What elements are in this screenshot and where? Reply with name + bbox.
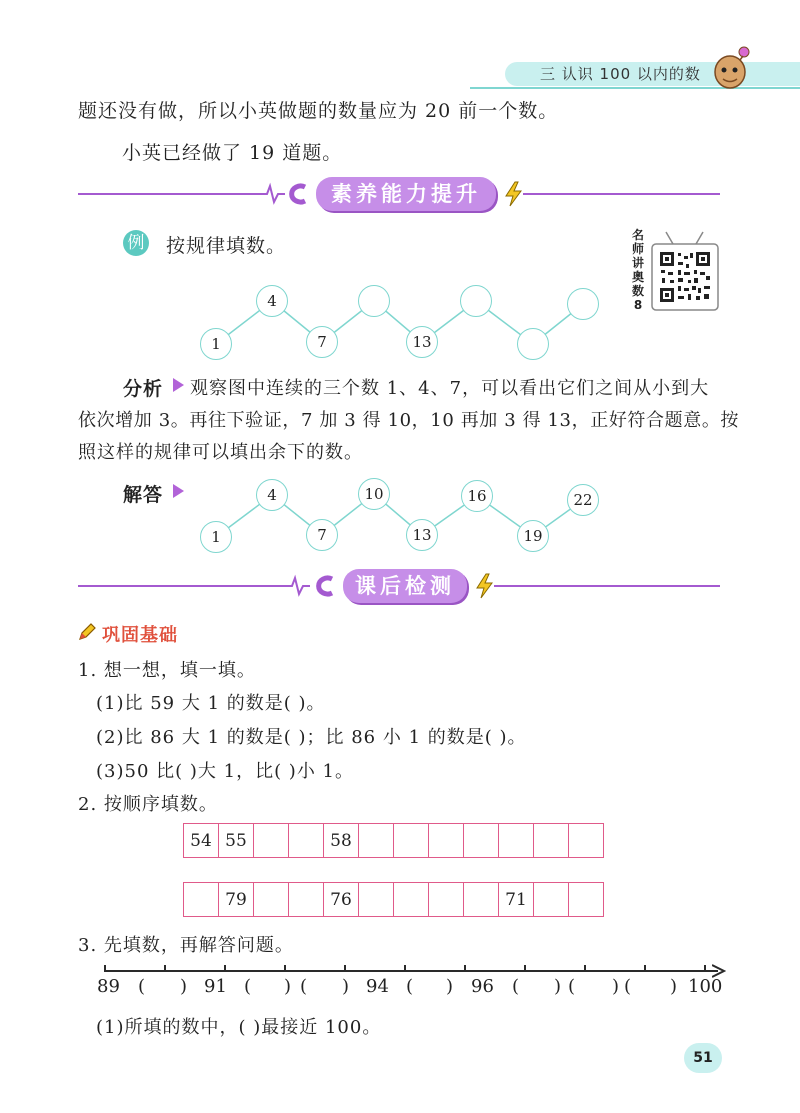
basics-title: 巩固基础 bbox=[102, 625, 178, 646]
analysis-line-3: 照这样的规律可以填出余下的数。 bbox=[78, 442, 363, 463]
section-title-1: 素养能力提升 bbox=[316, 177, 496, 211]
answer-node-6: 16 bbox=[461, 480, 493, 512]
banner2-rule-right bbox=[494, 585, 720, 587]
seq2-cell[interactable] bbox=[394, 883, 429, 917]
seq2-cell[interactable] bbox=[254, 883, 289, 917]
section-title-2: 课后检测 bbox=[343, 569, 467, 603]
answer-node-2: 4 bbox=[256, 479, 288, 511]
nl-label[interactable]: ) bbox=[284, 976, 292, 997]
example-node-1: 1 bbox=[200, 328, 232, 360]
seq2-cell[interactable] bbox=[534, 883, 569, 917]
pencil-icon bbox=[77, 622, 97, 642]
seq2-cell[interactable] bbox=[569, 883, 604, 917]
seq2-cell[interactable] bbox=[289, 883, 324, 917]
seq1-cell[interactable] bbox=[429, 824, 464, 858]
answer-node-5: 13 bbox=[406, 519, 438, 551]
nl-label: ) bbox=[180, 976, 188, 997]
number-line-tick bbox=[284, 965, 286, 972]
q3-sub-1: (1)所填的数中，( )最接近 100。 bbox=[96, 1017, 382, 1038]
seq2-cell[interactable] bbox=[184, 883, 219, 917]
nl-label[interactable]: ( bbox=[406, 976, 414, 997]
nl-label[interactable]: ( bbox=[512, 976, 520, 997]
seq1-cell: 58 bbox=[324, 824, 359, 858]
q1-part-c: (3)50 比( )大 1，比( )小 1。 bbox=[96, 761, 355, 782]
number-line-tick bbox=[164, 965, 166, 972]
seq1-cell[interactable] bbox=[254, 824, 289, 858]
number-line-tick bbox=[404, 965, 406, 972]
seq1-cell: 54 bbox=[184, 824, 219, 858]
nl-label: 100 bbox=[688, 976, 723, 997]
nl-label: 91 bbox=[204, 976, 227, 997]
intro-line-1: 题还没有做，所以小英做题的数量应为 20 前一个数。 bbox=[78, 100, 559, 122]
page-number: 51 bbox=[684, 1043, 722, 1073]
sequence-table-1 bbox=[183, 823, 604, 858]
answer-node-8: 22 bbox=[567, 484, 599, 516]
analysis-label: 分析 bbox=[123, 378, 164, 400]
seq2-cell[interactable] bbox=[464, 883, 499, 917]
analysis-line-2: 依次增加 3。再往下验证，7 加 3 得 10，10 再加 3 得 13，正好符合题意。按 bbox=[78, 410, 740, 431]
nl-label[interactable]: ( bbox=[300, 976, 308, 997]
seq1-cell: 55 bbox=[219, 824, 254, 858]
nl-label: 89 bbox=[97, 976, 120, 997]
nl-label: ( bbox=[138, 976, 146, 997]
seq2-cell[interactable] bbox=[429, 883, 464, 917]
chapter-title: 三 认识 100 以内的数 bbox=[540, 65, 701, 83]
answer-node-1: 1 bbox=[200, 521, 232, 553]
example-badge: 例 bbox=[123, 230, 149, 256]
seq2-cell: 79 bbox=[219, 883, 254, 917]
number-line-tick bbox=[464, 965, 466, 972]
nl-label[interactable]: ( bbox=[568, 976, 576, 997]
number-line-tick bbox=[704, 965, 706, 972]
seq1-cell[interactable] bbox=[464, 824, 499, 858]
nl-label[interactable]: ( bbox=[624, 976, 632, 997]
number-line-tick bbox=[644, 965, 646, 972]
example-node-5: 13 bbox=[406, 326, 438, 358]
q1-part-b: (2)比 86 大 1 的数是( )；比 86 小 1 的数是( )。 bbox=[96, 727, 527, 748]
lightning-icon bbox=[474, 572, 496, 600]
number-line-tick bbox=[584, 965, 586, 972]
analysis-line-1: 观察图中连续的三个数 1、4、7，可以看出它们之间从小到大 bbox=[190, 378, 710, 399]
seq2-cell: 71 bbox=[499, 883, 534, 917]
seq2-cell[interactable] bbox=[359, 883, 394, 917]
nl-label[interactable]: ) bbox=[612, 976, 620, 997]
seq2-cell: 76 bbox=[324, 883, 359, 917]
nl-label[interactable]: ) bbox=[670, 976, 678, 997]
nl-label: 94 bbox=[366, 976, 389, 997]
magnet-icon bbox=[280, 572, 342, 600]
banner2-rule-left bbox=[78, 585, 283, 587]
nl-label[interactable]: ) bbox=[554, 976, 562, 997]
seq1-cell[interactable] bbox=[359, 824, 394, 858]
q2-title: 2. 按顺序填数。 bbox=[78, 794, 218, 815]
seq1-cell[interactable] bbox=[499, 824, 534, 858]
seq1-cell[interactable] bbox=[289, 824, 324, 858]
number-line-tick bbox=[524, 965, 526, 972]
sequence-table-2 bbox=[183, 882, 604, 917]
answer-node-4: 10 bbox=[358, 478, 390, 510]
number-line-tick bbox=[344, 965, 346, 972]
number-line-tick bbox=[224, 965, 226, 972]
answer-label: 解答 bbox=[123, 484, 164, 506]
number-line-tick bbox=[104, 965, 106, 972]
example-prompt: 按规律填数。 bbox=[166, 235, 287, 257]
seq1-cell[interactable] bbox=[534, 824, 569, 858]
q3-title: 3. 先填数，再解答问题。 bbox=[78, 935, 294, 956]
intro-line-2: 小英已经做了 19 道题。 bbox=[122, 142, 343, 164]
qr-label: 名 师 讲 奥 数 8 bbox=[631, 228, 644, 312]
example-node-2: 4 bbox=[256, 285, 288, 317]
number-line bbox=[104, 970, 718, 972]
q1-part-a: (1)比 59 大 1 的数是( )。 bbox=[96, 693, 326, 714]
nl-label: 96 bbox=[471, 976, 494, 997]
answer-node-7: 19 bbox=[517, 520, 549, 552]
seq1-cell[interactable] bbox=[569, 824, 604, 858]
nl-label[interactable]: ) bbox=[342, 976, 350, 997]
answer-node-3: 7 bbox=[306, 519, 338, 551]
example-node-3: 7 bbox=[306, 326, 338, 358]
nl-label[interactable]: ( bbox=[244, 976, 252, 997]
q1-title: 1. 想一想，填一填。 bbox=[78, 660, 256, 681]
nl-label[interactable]: ) bbox=[446, 976, 454, 997]
seq1-cell[interactable] bbox=[394, 824, 429, 858]
